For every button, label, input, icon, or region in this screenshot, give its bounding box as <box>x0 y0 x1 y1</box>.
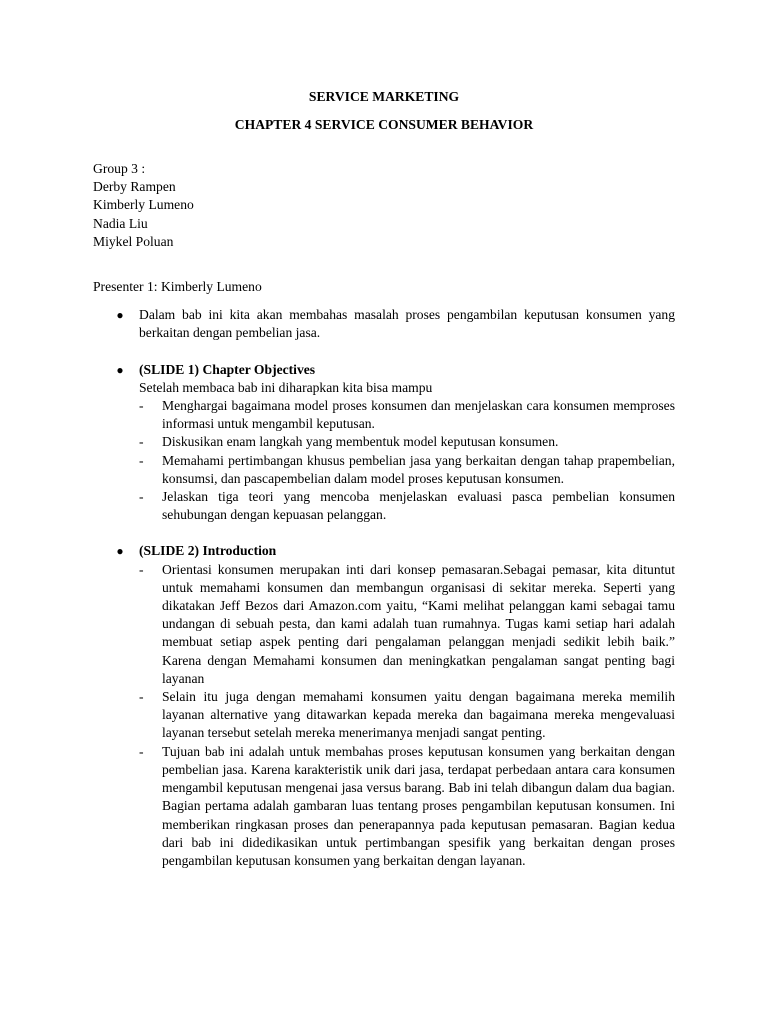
list-item-text: Jelaskan tiga teori yang mencoba menjelaskan evaluasi pasca pembelian konsumen sehubungan dengan kepuasan pelanggan. <box>162 489 675 523</box>
dash-icon: - <box>139 689 144 705</box>
bullet-icon: ● <box>116 362 124 377</box>
group-label: Group 3 : <box>93 161 146 176</box>
list-item-text: Menghargai bagaimana model proses konsumen dan menjelaskan cara konsumen memproses informasi untuk mengambil keputusan. <box>162 398 675 432</box>
list-item-text: Diskusikan enam langkah yang membentuk model keputusan konsumen. <box>162 434 559 450</box>
presenter-line: Presenter 1: Kimberly Lumeno <box>93 279 262 295</box>
bullet-list <box>93 306 675 870</box>
list-item <box>139 452 675 488</box>
section-heading: (SLIDE 2) Introduction <box>139 543 277 559</box>
bullet-icon: ● <box>116 544 124 559</box>
chapter-title: CHAPTER 4 SERVICE CONSUMER BEHAVIOR <box>234 117 534 132</box>
list-item-text: Tujuan bab ini adalah untuk membahas proses keputusan konsumen yang berkaitan dengan pembelian jasa. Karena karakteristik unik dari jasa, terdapat perbedaan antara cara konsumen mengambil keputusan mengenai jasa versus barang. Bab ini telah dibangun dalam dua bagian. Bagian pertama adalah gambaran luas tentang proses pengambilan keputusan konsumen. Ini memberikan ringkasan proses dan penerapannya pada keputusan pemasaran. Bagian kedua dari bab ini didedikasikan untuk pertimbangan spesifik yang berkaitan dengan proses pengambilan keputusan konsumen yang berkaitan dengan layanan. <box>162 743 675 868</box>
dash-icon: - <box>139 489 144 505</box>
document-title: SERVICE MARKETING <box>308 89 460 104</box>
dash-icon: - <box>139 743 144 759</box>
introduction-list <box>139 561 675 870</box>
list-item <box>139 743 675 870</box>
intro-bullet <box>93 306 675 342</box>
dash-icon: - <box>139 434 144 450</box>
list-item <box>139 433 675 451</box>
bullet-icon: ● <box>116 308 124 323</box>
dash-icon: - <box>139 561 144 577</box>
group-member: Derby Rampen <box>93 179 176 195</box>
document-body <box>93 88 675 870</box>
section-slide-2 <box>93 542 675 870</box>
list-item-text: Selain itu juga dengan memahami konsumen yaitu dengan bagaimana mereka memilih layanan alternative yang ditawarkan kepada mereka dan bagaimana mereka mengevaluasi layanan tersebut setelah mereka menerimanya menjadi sangat penting. <box>162 689 675 741</box>
list-item <box>139 688 675 743</box>
dash-icon: - <box>139 398 144 414</box>
group-member: Nadia Liu <box>93 215 148 231</box>
section-slide-1 <box>93 361 675 525</box>
list-item <box>139 561 675 688</box>
list-item-text: Orientasi konsumen merupakan inti dari konsep pemasaran.Sebagai pemasar, kita dituntut untuk memahami konsumen dan membangun organisasi di sekitar mereka. Seperti yang dikatakan Jeff Bezos dari Amazon.com yaitu, “Kami melihat pelanggan kami sebagai tamu undangan di sebuah pesta, dan kami adalah tuan rumahnya. Tugas kami setiap hari adalah membuat setiap aspek penting dari pengalaman pelanggan menjadi sedikit lebih baik.” Karena dengan Memahami konsumen dan meningkatkan pengalaman sangat penting bagi layanan <box>162 561 675 686</box>
group-member: Miykel Poluan <box>93 233 174 249</box>
list-item-text: Memahami pertimbangan khusus pembelian jasa yang berkaitan dengan tahap prapembelian, konsumsi, dan pascapembelian dalam model proses keputusan konsumen. <box>162 452 675 486</box>
list-item <box>139 397 675 433</box>
intro-text: Dalam bab ini kita akan membahas masalah proses pengambilan keputusan konsumen yang berkaitan dengan pembelian jasa. <box>139 307 675 341</box>
group-block <box>93 160 675 251</box>
group-member: Kimberly Lumeno <box>93 197 194 213</box>
list-item <box>139 488 675 524</box>
objectives-list <box>139 397 675 524</box>
section-heading: (SLIDE 1) Chapter Objectives <box>139 361 316 377</box>
dash-icon: - <box>139 452 144 468</box>
section-lead: Setelah membaca bab ini diharapkan kita bisa mampu <box>139 379 433 395</box>
